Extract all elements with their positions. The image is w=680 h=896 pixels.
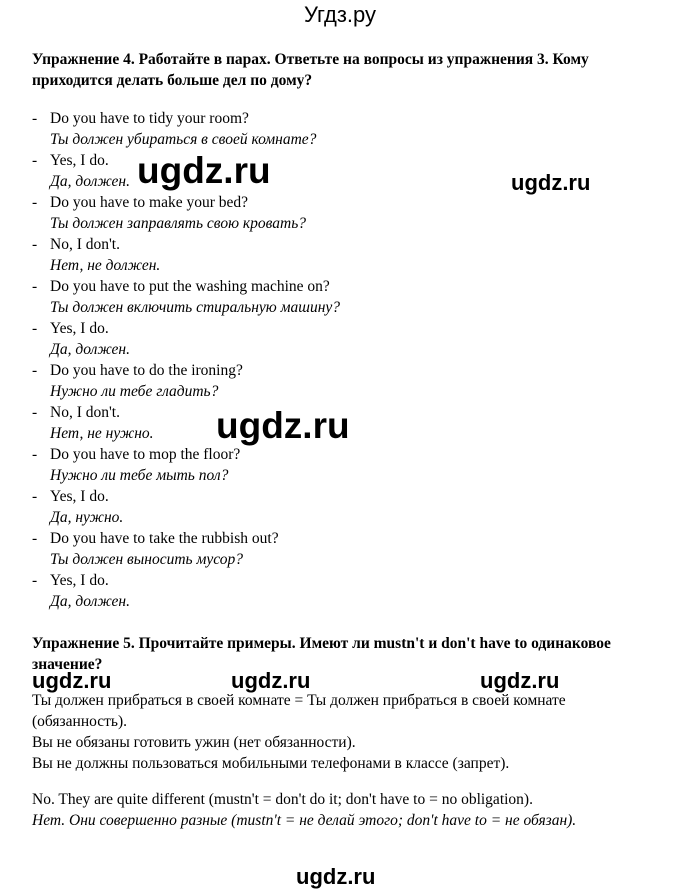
russian-translation: Нет, не нужно. — [50, 425, 154, 442]
russian-translation: Ты должен включить стиральную машину? — [50, 299, 341, 316]
dialogue-item — [32, 318, 592, 360]
watermark: ugdz.ru — [32, 668, 112, 693]
exercise-5-heading: Упражнение 5. Прочитайте примеры. Имеют ли mustn't и don't have to одинаковое значение? — [32, 635, 611, 673]
watermark: ugdz.ru — [137, 150, 271, 191]
exercise-5-examples — [32, 690, 592, 774]
english-line: Do you have to make your bed? — [50, 194, 248, 211]
example-line: Вы не обязаны готовить ужин (нет обязанности). — [32, 734, 356, 751]
dialogue-item — [32, 150, 592, 192]
dash-marker: - — [32, 194, 38, 211]
example-line: Вы не должны пользоваться мобильными телефонами в классе (запрет). — [32, 755, 510, 772]
russian-translation: Нет, не должен. — [50, 257, 161, 274]
russian-translation: Ты должен заправлять свою кровать? — [50, 215, 306, 232]
dialogue-item — [32, 486, 592, 528]
english-line: Do you have to put the washing machine on? — [50, 278, 330, 295]
english-line: Do you have to mop the floor? — [50, 446, 241, 463]
watermark: ugdz.ru — [511, 170, 591, 195]
russian-translation: Ты должен убираться в своей комнате? — [50, 131, 317, 148]
exercise-5-answer — [32, 789, 592, 831]
russian-translation: Да, должен. — [50, 341, 130, 358]
english-line: Yes, I do. — [50, 152, 109, 169]
answer-english: No. They are quite different (mustn't = don't do it; don't have to = no obligation). — [32, 791, 533, 808]
english-line: No, I don't. — [50, 236, 120, 253]
watermark: ugdz.ru — [216, 405, 350, 446]
russian-translation: Нужно ли тебе мыть пол? — [50, 467, 229, 484]
dialogue-item — [32, 570, 592, 612]
dialogue-item — [32, 192, 592, 234]
example-line: Ты должен прибраться в своей комнате = Ты должен прибраться в своей комнате (обязанность). — [32, 692, 566, 730]
english-line: Yes, I do. — [50, 320, 109, 337]
dialogue-item — [32, 108, 592, 150]
english-line: Do you have to tidy your room? — [50, 110, 249, 127]
russian-translation: Ты должен выносить мусор? — [50, 551, 243, 568]
dialogue-list — [32, 108, 592, 612]
dash-marker: - — [32, 572, 38, 589]
english-line: No, I don't. — [50, 404, 120, 421]
russian-translation: Да, нужно. — [50, 509, 124, 526]
exercise-4-heading: Упражнение 4. Работайте в парах. Ответьте на вопросы из упражнения 3. Кому приходится делать больше дел по дому? — [32, 51, 589, 89]
dash-marker: - — [32, 152, 38, 169]
dash-marker: - — [32, 404, 38, 421]
russian-translation: Да, должен. — [50, 593, 130, 610]
dash-marker: - — [32, 110, 38, 127]
dash-marker: - — [32, 320, 38, 337]
answer-russian: Нет. Они совершенно разные (mustn't = не делай этого; don't have to = не обязан). — [32, 812, 577, 829]
dash-marker: - — [32, 446, 38, 463]
dash-marker: - — [32, 278, 38, 295]
russian-translation: Да, должен. — [50, 173, 130, 190]
dash-marker: - — [32, 488, 38, 505]
russian-translation: Нужно ли тебе гладить? — [50, 383, 219, 400]
watermark: ugdz.ru — [231, 668, 311, 693]
dialogue-item — [32, 528, 592, 570]
dash-marker: - — [32, 236, 38, 253]
english-line: Yes, I do. — [50, 488, 109, 505]
dash-marker: - — [32, 530, 38, 547]
dash-marker: - — [32, 362, 38, 379]
site-title: Угдз.ру — [303, 2, 377, 27]
dialogue-item — [32, 360, 592, 402]
english-line: Do you have to take the rubbish out? — [50, 530, 279, 547]
watermark: ugdz.ru — [296, 864, 376, 889]
dialogue-item — [32, 234, 592, 276]
dialogue-item — [32, 276, 592, 318]
watermark: ugdz.ru — [480, 668, 560, 693]
english-line: Yes, I do. — [50, 572, 109, 589]
dialogue-item — [32, 444, 592, 486]
english-line: Do you have to do the ironing? — [50, 362, 243, 379]
